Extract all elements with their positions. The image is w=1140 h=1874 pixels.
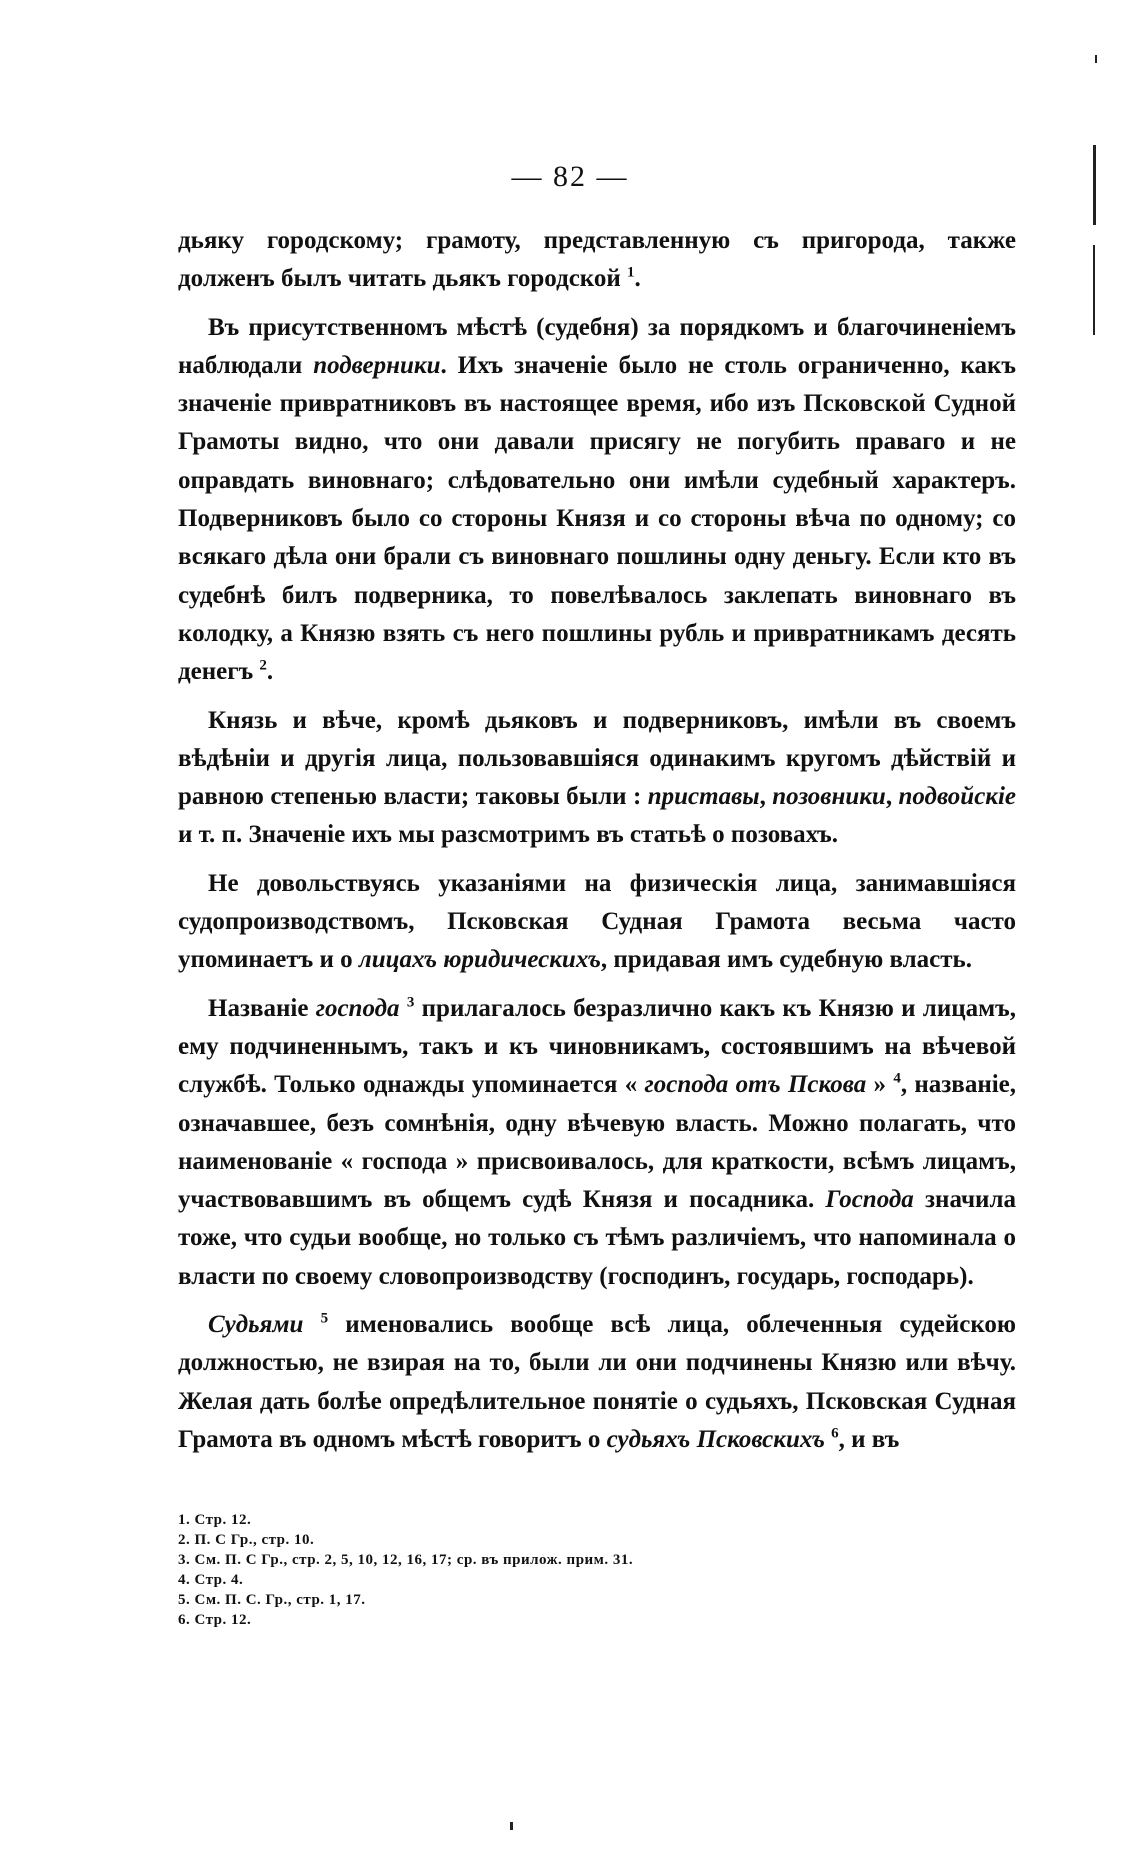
scan-margin-line [1093, 245, 1095, 335]
italic-term: лицахъ юридическихъ [358, 946, 601, 974]
text-run: и т. п. Значеніе ихъ мы разсмотримъ въ статьѣ о позовахъ. [178, 821, 838, 849]
italic-term: Судьями [208, 1311, 304, 1339]
italic-term: подвойскіе [898, 783, 1017, 811]
footnote-ref: 1 [627, 264, 635, 281]
paragraph [178, 222, 1016, 299]
footnote-ref: 2 [259, 657, 267, 674]
italic-term: господа [315, 994, 400, 1022]
text-run: значила тоже, что судьи вообще, но только съ тѣмъ различіемъ, что напоминала о власти по своему словопроизводству (господинъ, государь, господарь). [178, 1186, 1016, 1290]
paragraph [178, 702, 1016, 855]
footnote: 5. См. П. С. Гр., стр. 1, 17. [178, 1592, 366, 1608]
scan-margin-line [1093, 145, 1096, 225]
text-run: , и въ [838, 1425, 900, 1453]
body-text [178, 222, 1016, 1469]
text-run: Князь и вѣче, кромѣ дьяковъ и подверниковъ, имѣли въ своемъ вѣдѣніи и другія лица, пользовавшіяся одинакимъ кругомъ дѣйствій и равною степенью власти; таковы были : [178, 706, 1016, 811]
footnote: 6. Стр. 12. [178, 1612, 252, 1628]
text-run [303, 1311, 320, 1338]
text-run: . [266, 658, 274, 686]
paragraph [178, 309, 1016, 692]
footnote-ref: 5 [320, 1310, 329, 1327]
footnote-ref: 4 [893, 1070, 901, 1087]
footnote-ref: 3 [406, 994, 415, 1011]
text-run: Не довольствуясь указаніями на физическія лица, занимавшіяся судопроизводствомъ, Псковская Судная Грамота весьма часто упоминаетъ и о [178, 869, 1016, 974]
text-run: » [866, 1071, 894, 1099]
page-number: — 82 — [511, 160, 629, 193]
text-run: именовались вообще всѣ лица, облеченныя судейскою должностью, не взирая на то, были ли они подчинены Князю или вѣчу. Желая дать болѣе опредѣлительное понятіе о судьяхъ, Псковская Судная Грамота въ одномъ мѣстѣ говоритъ о [178, 1311, 1017, 1453]
italic-term: подверники [313, 351, 441, 379]
footnotes [178, 1510, 878, 1630]
text-run: прилагалось безразлично какъ къ Князю и лицамъ, ему подчиненнымъ, такъ и къ чиновникамъ, состоявшимъ на вѣчевой службѣ. Только однажды упоминается « [178, 994, 1016, 1099]
text-run: дьяку городскому; грамоту, представленную съ пригорода, также долженъ былъ читать дьякъ городской [178, 227, 1016, 293]
footnote: 2. П. С Гр., стр. 10. [178, 1532, 315, 1548]
footnote: 4. Стр. 4. [178, 1572, 244, 1588]
text-run: , названіе, означавшее, безъ сомнѣнія, одну вѣчевую власть. Можно полагать, что наименованіе « господа » присвоивалось, для краткости, всѣмъ лицамъ, участвовавшимъ въ общемъ судѣ Князя и посадника. [178, 1071, 1017, 1214]
italic-term: господа отъ Пскова [644, 1071, 867, 1099]
scan-speck [510, 1822, 513, 1830]
italic-term: Господа [825, 1186, 914, 1214]
italic-term: судьяхъ Псковскихъ [606, 1425, 825, 1453]
text-run: , [759, 783, 773, 811]
footnote: 3. См. П. С Гр., стр. 2, 5, 10, 12, 16, 17; ср. въ прилож. прим. 31. [178, 1552, 634, 1568]
text-run: , придавая имъ судебную власть. [600, 946, 973, 974]
paragraph [178, 990, 1016, 1296]
text-run: . [634, 265, 641, 293]
paragraph [178, 1306, 1016, 1459]
text-run: Названіе [208, 994, 316, 1022]
italic-term: приставы [647, 783, 760, 811]
scan-speck [1095, 55, 1097, 63]
footnote: 1. Стр. 12. [178, 1512, 252, 1528]
text-run: Въ присутственномъ мѣстѣ (судебня) за порядкомъ и благочиненіемъ наблюдали [178, 313, 1016, 379]
italic-term: позовники [772, 783, 886, 811]
paragraph [178, 865, 1016, 980]
text-run [400, 995, 407, 1022]
footnote-ref: 6 [831, 1425, 839, 1442]
text-run: . Ихъ значеніе было не столь ограниченно, какъ значеніе привратниковъ въ настоящее время, ибо изъ Псковской Судной Грамоты видно, что они давали присягу не погубить праваго и не оправдать виновнаго; слѣдовательно они имѣли судебный характеръ. Подверниковъ было со стороны Князя и со стороны вѣча по одному; со всякаго дѣла они брали съ виновнаго пошлины одну деньгу. Если кто въ судебнѣ билъ подверника, то повелѣвалось заклепать виновнаго въ колодку, а Князю взять съ него пошлины рубль и привратникамъ десять денегъ [178, 351, 1017, 686]
text-run: , [885, 783, 899, 811]
